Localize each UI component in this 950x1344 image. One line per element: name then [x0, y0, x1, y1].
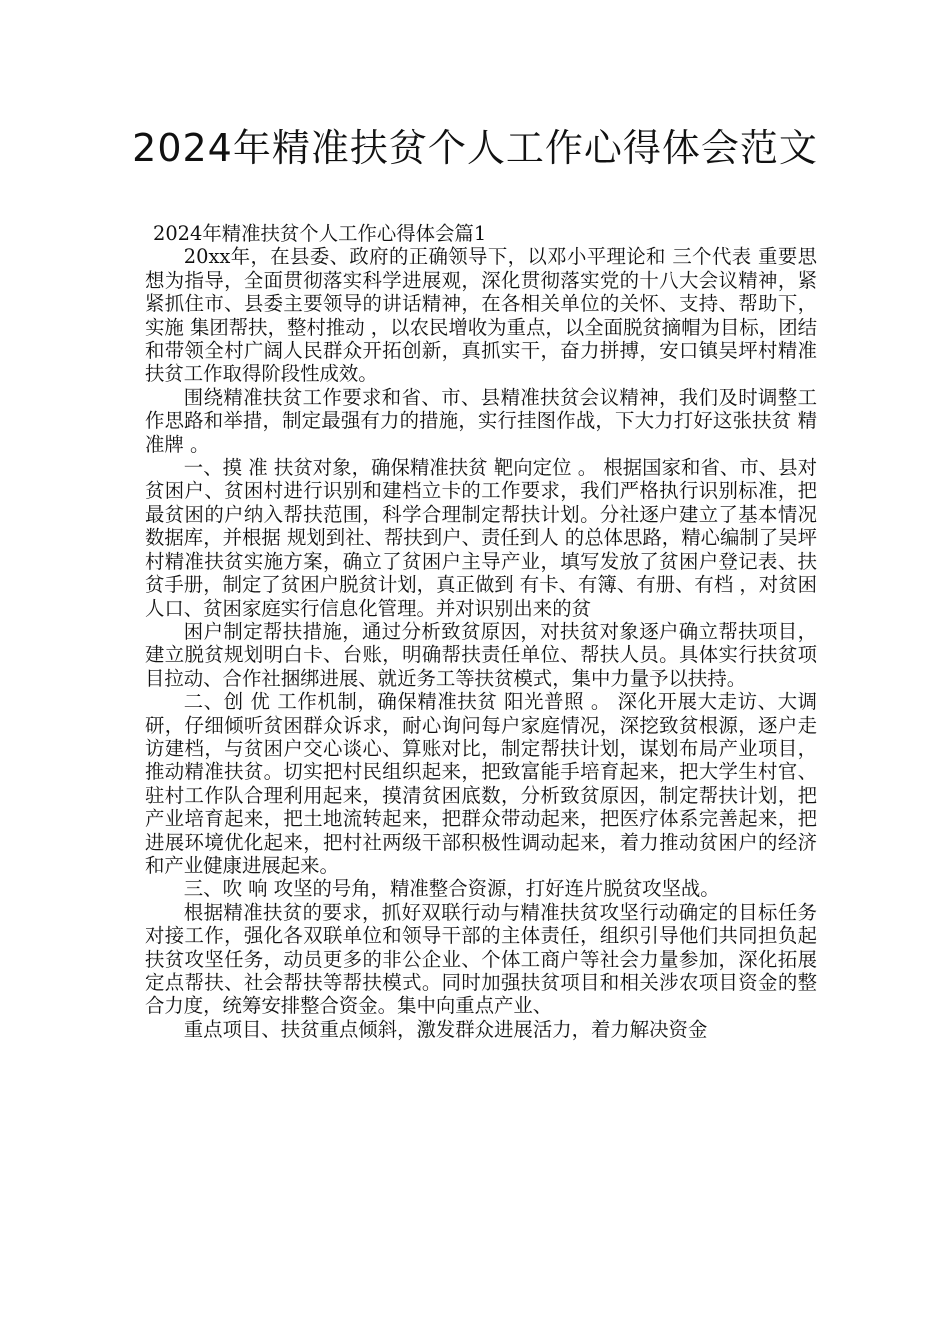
paragraph: 20xx年，在县委、政府的正确领导下，以邓小平理论和 三个代表 重要思想为指导，全面贯彻落实科学进展观，深化贯彻落实党的十八大会议精神，紧紧抓住市、县委主要领导的讲话精神，在各相关单位的关怀、支持、帮助下，实施 集团帮扶，整村推动 ，以农民增收为重点，以全面脱贫摘帽为目标，团结和带领全村广阔人民群众开拓创新，真抓实干，奋力拼搏，安口镇吴坪村精准扶贫工作取得阶段性成效。 — [145, 245, 817, 386]
paragraph: 三、吹 响 攻坚的号角，精准整合资源，打好连片脱贫攻坚战。 — [183, 877, 720, 901]
paragraph: 二、创 优 工作机制，确保精准扶贫 阳光普照 。 深化开展大走访、大调研，仔细倾听贫困群众诉求，耐心询问每户家庭情况，深挖致贫根源，逐户走访建档，与贫困户交心谈心、算账对比，制定帮扶计划，谋划布局产业项目，推动精准扶贫。切实把村民组织起来，把致富能手培育起来，把大学生村官、驻村工作队合理利用起来，摸清贫困底数，分析致贫原因，制定帮扶计划，把产业培育起来，把土地流转起来，把群众带动起来，把医疗体系完善起来，把进展环境优化起来，把村社两级干部积极性调动起来，着力推动贫困户的经济和产业健康进展起来。 — [145, 690, 817, 877]
paragraph: 重点项目、扶贫重点倾斜，激发群众进展活力，着力解决资金 — [183, 1017, 708, 1041]
paragraph: 一、摸 准 扶贫对象，确保精准扶贫 靶向定位 。 根据国家和省、市、县对贫困户、贫困村进行识别和建档立卡的工作要求，我们严格执行识别标准，把最贫困的户纳入帮扶范围，科学合理制定帮扶计划。分社逐户建立了基本情况数据库，并根据 规划到社、帮扶到户、责任到人 的总体思路，精心编制了吴坪村精准扶贫实施方案，确立了贫困户主导产业，填写发放了贫困户登记表、扶贫手册，制定了贫困户脱贫计划，真正做到 有卡、有簿、有册、有档 ，对贫困人口、贫困家庭实行信息化管理。并对识别出来的贫 — [145, 456, 817, 620]
document-body — [145, 222, 817, 1041]
document-title: 2024年精准扶贫个人工作心得体会范文 — [132, 126, 818, 170]
paragraph: 困户制定帮扶措施，通过分析致贫原因，对扶贫对象逐户确立帮扶项目，建立脱贫规划明白卡、台账，明确帮扶责任单位、帮扶人员。具体实行扶贫项目拉动、合作社捆绑进展、就近务工等扶贫模式，集中力量予以扶持。 — [145, 619, 817, 690]
paragraph: 围绕精准扶贫工作要求和省、市、县精准扶贫会议精神，我们及时调整工作思路和举措，制定最强有力的措施，实行挂图作战，下大力打好这张扶贫 精准牌 。 — [145, 385, 817, 456]
section-heading: 2024年精准扶贫个人工作心得体会篇1 — [153, 222, 487, 245]
paragraph: 根据精准扶贫的要求，抓好双联行动与精准扶贫攻坚行动确定的目标任务对接工作，强化各双联单位和领导干部的主体责任，组织引导他们共同担负起扶贫攻坚任务，动员更多的非公企业、个体工商户等社会力量参加，深化拓展定点帮扶、社会帮扶等帮扶模式。同时加强扶贫项目和相关涉农项目资金的整合力度，统筹安排整合资金。集中向重点产业、 — [145, 900, 817, 1018]
